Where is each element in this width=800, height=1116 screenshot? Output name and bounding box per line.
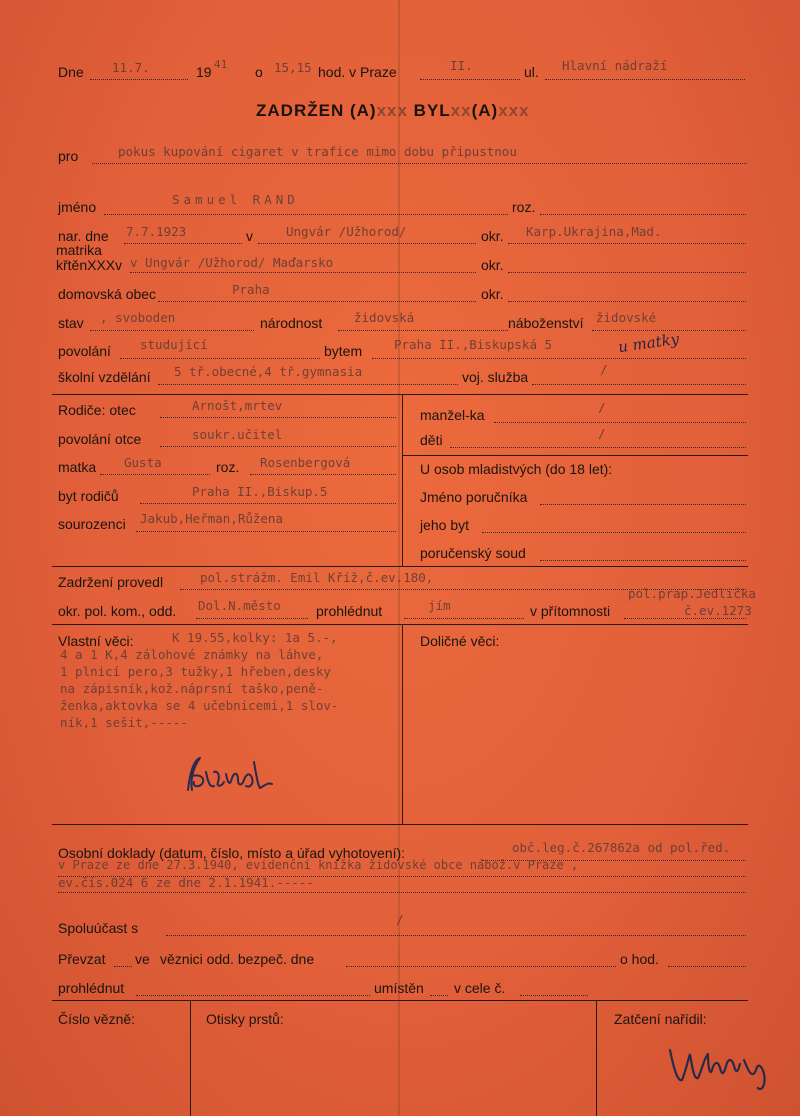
voj-line bbox=[532, 384, 746, 385]
time-value: 15,15 bbox=[274, 60, 312, 75]
skolni-value: 5 tř.obecné,4 tř.gymnasia bbox=[174, 364, 363, 379]
otec-line bbox=[160, 417, 396, 418]
otec-value: Arnošt,mrtev bbox=[192, 398, 283, 413]
narozen-label: nar. dne bbox=[58, 228, 109, 244]
deti-value: / bbox=[598, 426, 606, 441]
stav-label: stav bbox=[58, 315, 84, 331]
narodnost-value: židovská bbox=[354, 310, 415, 325]
spoluucast-label: Spoluúčast s bbox=[58, 920, 139, 936]
name-line bbox=[104, 214, 508, 215]
o-hod-label: o hod. bbox=[620, 951, 659, 967]
matka-roz-label: roz. bbox=[216, 459, 240, 475]
ve-label: ve bbox=[135, 951, 150, 967]
mladistvi-label: U osob mladistvých (do 18 let): bbox=[420, 461, 613, 477]
soud-label: poručenský soud bbox=[420, 545, 526, 561]
provedl-label: Zadržení provedl bbox=[58, 574, 164, 590]
belongings-line: na zápisník,kož.náprsní taško,peně- bbox=[60, 681, 324, 696]
belongings-line: 4 a 1 K,4 zálohové známky na láhve, bbox=[60, 647, 324, 662]
porucnik-label: Jméno poručníka bbox=[420, 489, 528, 505]
year-suffix: 41 bbox=[214, 58, 228, 71]
hod-label: hod. v Praze bbox=[318, 64, 397, 80]
stav-line bbox=[90, 330, 254, 331]
prohlednut-value: jím bbox=[428, 598, 451, 613]
dolicne-label: Doličné věci: bbox=[420, 633, 500, 649]
sourozenci-line bbox=[136, 531, 396, 532]
form-title: ZADRŽEN (A)xxx BYLxx(A)xxx bbox=[256, 101, 530, 120]
porucnik-line bbox=[540, 504, 746, 505]
section-divider bbox=[52, 394, 748, 395]
date-day: 11.7. bbox=[112, 60, 150, 75]
reason-label: pro bbox=[58, 148, 79, 164]
bytem-value: Praha II.,Biskupská 5 bbox=[394, 337, 553, 352]
dne-label: Dne bbox=[58, 64, 84, 80]
district-line bbox=[420, 79, 520, 80]
pritomnosti-line bbox=[624, 618, 746, 619]
roz-line bbox=[540, 214, 746, 215]
svg-text:S.Rand: S.Rand bbox=[180, 799, 184, 800]
okr-kom-line bbox=[196, 618, 308, 619]
arrest-divider bbox=[52, 566, 748, 567]
okr-kom-value: Dol.N.město bbox=[198, 598, 281, 613]
documents-value-2: v Praze ze dne 27.3.1940, evidenční knížka židovské obce nábož.v Praze , bbox=[58, 858, 579, 872]
povolani-line bbox=[120, 358, 320, 359]
byt-label: byt rodičů bbox=[58, 488, 119, 504]
birth-date: 7.7.1923 bbox=[126, 224, 187, 239]
documents-label: Osobní doklady (datum, číslo, místo a úřad vyhotovení): bbox=[58, 845, 406, 861]
zatceni-label: Zatčení nařídil: bbox=[614, 1011, 707, 1027]
krten-label: křtěnXXXv bbox=[56, 257, 123, 273]
skolni-label: školní vzdělání bbox=[58, 369, 151, 385]
prevzat-label: Převzat bbox=[58, 951, 106, 967]
belongings-line: 1 plnicí pero,3 tužky,1 hřeben,desky bbox=[60, 664, 331, 679]
matrika-line bbox=[130, 272, 476, 273]
povolani-value: studující bbox=[140, 337, 208, 352]
manzel-value: / bbox=[598, 400, 606, 415]
cislo-label: Číslo vězně: bbox=[58, 1011, 136, 1027]
belongings-line: ženka,aktovka se 4 učebnicemi,1 slov- bbox=[60, 698, 339, 713]
matka-roz-line bbox=[250, 474, 396, 475]
name-value: Samuel RAND bbox=[172, 192, 299, 207]
matka-value: Gusta bbox=[124, 455, 162, 470]
street-line bbox=[545, 79, 745, 80]
street-value: Hlavní nádraží bbox=[562, 58, 668, 73]
matka-roz-value: Rosenbergová bbox=[260, 455, 351, 470]
umisten-line bbox=[430, 995, 448, 996]
ul-label: ul. bbox=[524, 64, 539, 80]
okr2-line bbox=[508, 272, 746, 273]
okr3-label: okr. bbox=[481, 286, 504, 302]
pritomnosti-label: v přítomnosti bbox=[530, 603, 611, 619]
documents-value-3: ev.čís.024 6 ze dne 2.1.1941.----- bbox=[58, 875, 314, 890]
year-prefix: 19 bbox=[196, 64, 212, 80]
matka-line bbox=[100, 474, 210, 475]
okr3-line bbox=[508, 301, 746, 302]
spoluucast-line bbox=[166, 935, 746, 936]
prohlednut-footer-label: prohlédnut bbox=[58, 980, 125, 996]
veznici-label: věznici odd. bezpeč. dne bbox=[160, 951, 315, 967]
okr-kom-label: okr. pol. kom., odd. bbox=[58, 603, 177, 619]
matrika-label: matrika bbox=[56, 242, 102, 258]
commander-signature bbox=[664, 1030, 774, 1096]
pritomnosti-value-1: pol.prap.Jedlička bbox=[628, 586, 756, 601]
matrika-place: v Ungvár /Užhorod/ Maďarsko bbox=[130, 255, 334, 270]
prisoner-signature bbox=[180, 752, 290, 800]
narodnost-label: národnost bbox=[260, 315, 323, 331]
sourozenci-label: sourozenci bbox=[58, 516, 126, 532]
fold-line bbox=[398, 0, 400, 1116]
sourozenci-value: Jakub,Heřman,Růžena bbox=[140, 511, 283, 526]
o-hod-line bbox=[668, 966, 746, 967]
roz-label: roz. bbox=[512, 199, 536, 215]
bytem-line bbox=[372, 358, 746, 359]
birth-place-line bbox=[258, 243, 476, 244]
matka-label: matka bbox=[58, 459, 97, 475]
domovska-label: domovská obec bbox=[58, 286, 157, 302]
pritomnosti-value-2: č.ev.1273 bbox=[684, 603, 752, 618]
povolani-otce-value: soukr.učitel bbox=[192, 427, 283, 442]
prohlednut-footer-line bbox=[136, 995, 370, 996]
parents-column-divider bbox=[402, 394, 403, 566]
soud-line bbox=[540, 560, 746, 561]
manzel-line bbox=[494, 422, 746, 423]
jmeno-label: jméno bbox=[58, 199, 97, 215]
birth-district: Karp.Ukrajina,Mad. bbox=[526, 224, 662, 239]
district-value: II. bbox=[450, 58, 473, 73]
provedl-value: pol.strážm. Emil Kříž,č.ev.180, bbox=[200, 570, 434, 585]
belongings-divider bbox=[52, 624, 748, 625]
skolni-line bbox=[158, 384, 458, 385]
domovska-value: Praha bbox=[232, 282, 270, 297]
spoluucast-value: / bbox=[396, 912, 404, 927]
byt-line bbox=[140, 503, 396, 504]
reason-line bbox=[92, 163, 747, 164]
voj-label: voj. služba bbox=[462, 369, 529, 385]
birth-date-line bbox=[124, 243, 242, 244]
birth-place: Ungvár /Užhorod/ bbox=[286, 224, 407, 239]
footer-divider bbox=[52, 1000, 748, 1001]
belongings-line: ník,1 sešit,----- bbox=[60, 715, 188, 730]
okr-label: okr. bbox=[481, 228, 504, 244]
v-label: v bbox=[246, 228, 253, 244]
prevzat-line bbox=[114, 966, 132, 967]
manzel-label: manžel-ka bbox=[420, 407, 485, 423]
time-label: o bbox=[255, 64, 263, 80]
reason-value: pokus kupování cigaret v trafice mimo dobu připustnou bbox=[118, 144, 517, 159]
date-line bbox=[90, 79, 188, 80]
bytem-handwritten-note: u matky bbox=[617, 329, 681, 357]
povolani-otce-label: povolání otce bbox=[58, 431, 142, 447]
otisky-label: Otisky prstů: bbox=[206, 1011, 284, 1027]
documents-line-3 bbox=[58, 892, 746, 893]
otec-label: Rodiče: otec bbox=[58, 402, 136, 418]
domovska-line bbox=[158, 301, 476, 302]
okr2-label: okr. bbox=[481, 257, 504, 273]
jeho-byt-line bbox=[482, 532, 746, 533]
documents-value-1: obč.leg.č.267862a od pol.řed. bbox=[512, 840, 731, 855]
svg-text:Wmay: Wmay bbox=[664, 1095, 667, 1096]
bytem-label: bytem bbox=[324, 343, 363, 359]
belongings-column-divider bbox=[402, 624, 403, 824]
veznici-line bbox=[346, 966, 616, 967]
cele-line bbox=[520, 995, 588, 996]
voj-value: / bbox=[600, 362, 608, 377]
jeho-byt-label: jeho byt bbox=[420, 517, 470, 533]
povolani-otce-line bbox=[160, 446, 396, 447]
byt-value: Praha II.,Biskup.5 bbox=[192, 484, 328, 499]
deti-label: děti bbox=[420, 432, 443, 448]
prohlednut-label: prohlédnut bbox=[316, 603, 383, 619]
umisten-label: umístěn bbox=[374, 980, 424, 996]
vlastni-label: Vlastní věci: bbox=[58, 633, 134, 649]
birth-district-line bbox=[508, 243, 746, 244]
documents-divider bbox=[52, 824, 748, 825]
footer-column-divider-1 bbox=[190, 1000, 191, 1116]
cele-label: v cele č. bbox=[454, 980, 506, 996]
nabozenstvi-label: náboženství bbox=[508, 315, 584, 331]
nabozenstvi-value: židovské bbox=[596, 310, 657, 325]
mladistvi-divider bbox=[402, 455, 748, 456]
narodnost-line bbox=[338, 330, 508, 331]
prohlednut-line bbox=[404, 618, 524, 619]
footer-column-divider-2 bbox=[596, 1000, 597, 1116]
belongings-line: K 19.55,kolky: 1a 5.-, bbox=[172, 630, 338, 645]
povolani-label: povolání bbox=[58, 343, 111, 359]
deti-line bbox=[450, 447, 746, 448]
stav-value: , svoboden bbox=[100, 310, 176, 325]
